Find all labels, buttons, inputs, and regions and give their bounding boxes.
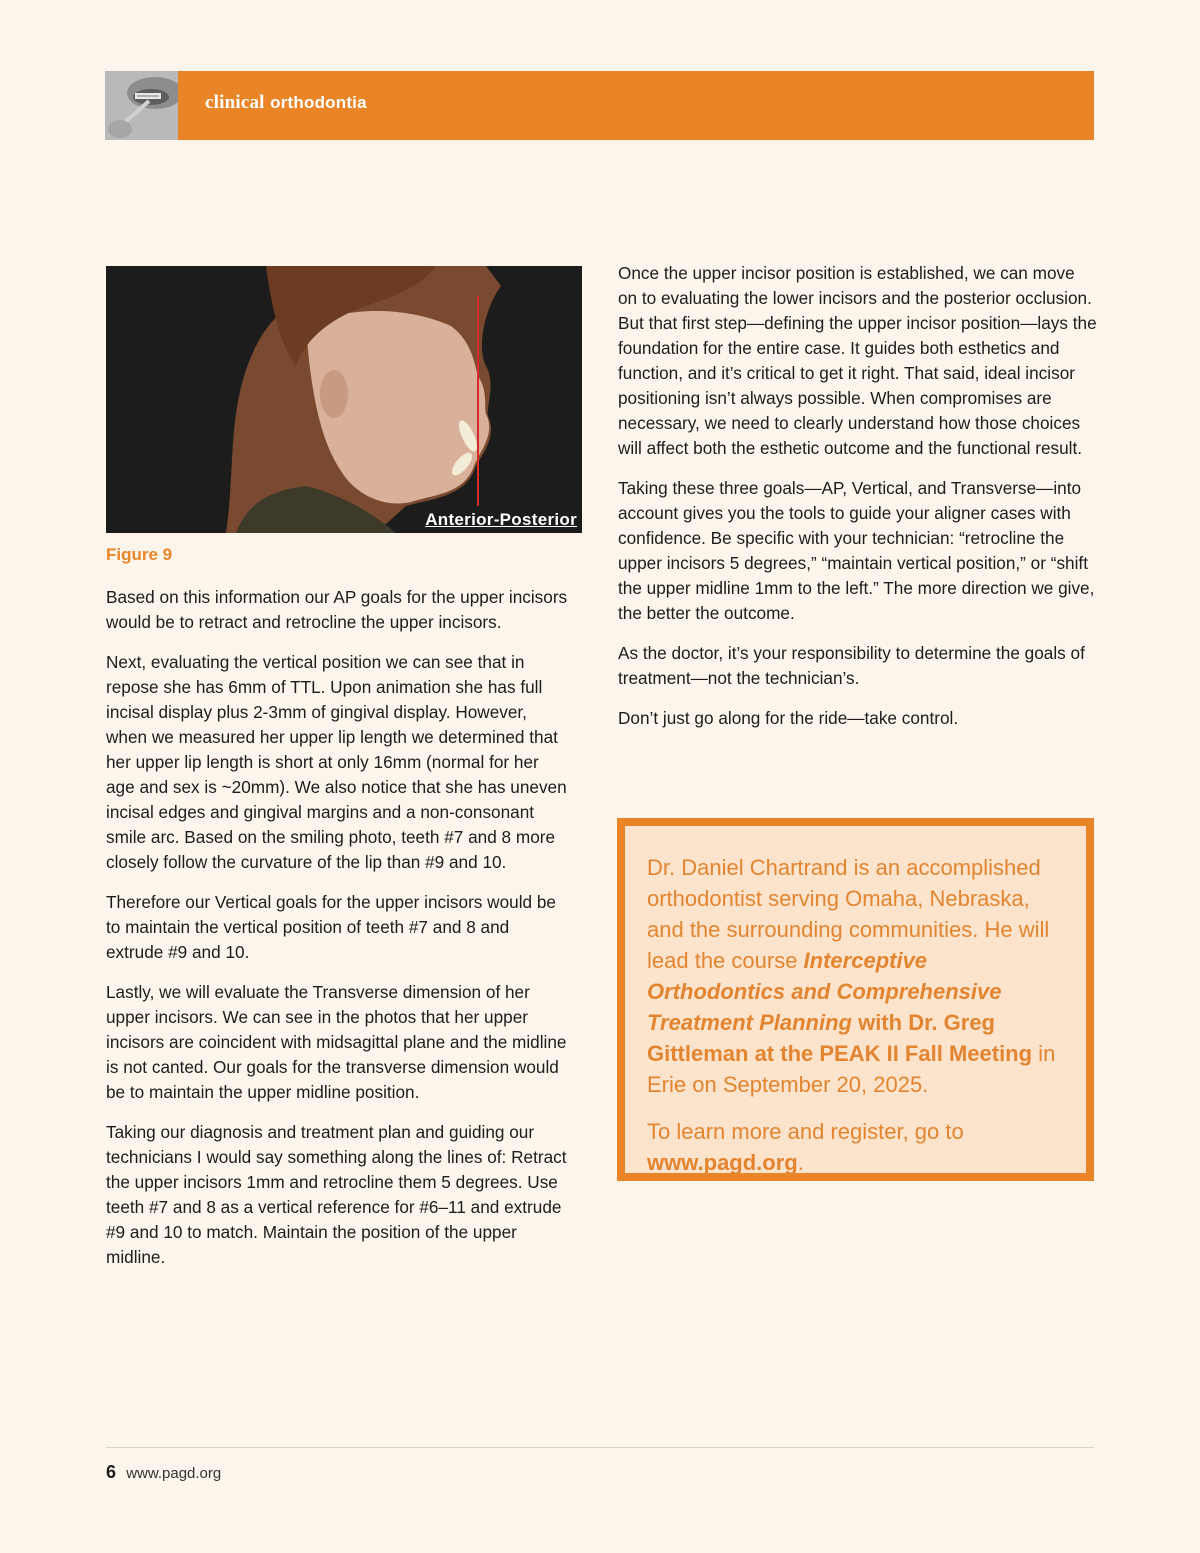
paragraph: Don’t just go along for the ride—take control. (618, 708, 959, 728)
paragraph: Taking our diagnosis and treatment plan and guiding our technicians I would say something along the lines of: Retract the upper incisors 1mm and retrocline them 5 degrees. Use teeth #7 and 8 as a vertical reference for #6–11 and extrude #9 and 10 to match. Maintain the position of the upper midline. (106, 1122, 567, 1267)
paragraph: Next, evaluating the vertical position we can see that in repose she has 6mm of TTL. Upon animation she has full incisal display plus 2-3mm of gingival display. However, when we measured her upper lip length we determined that her upper lip length is short at only 16mm (normal for her age and sex is ~20mm). We also notice that she has uneven incisal edges and gingival margins and a non-consonant smile arc. Based on the smiling photo, teeth #7 and 8 more closely follow the curvature of the lip than #9 and 10. (106, 652, 567, 872)
bio-with-text: with (851, 1010, 909, 1035)
section-title-word-orthodontia: orthodontia (270, 93, 367, 112)
author-bio-text (647, 852, 1066, 1100)
author-bio-box (617, 818, 1094, 1181)
header-orthodontia-photo (105, 71, 178, 140)
section-title (205, 92, 367, 114)
register-text (647, 1116, 1066, 1178)
bio-course-title: Interceptive Orthodontics and Comprehensive Treatment Planning (647, 948, 1002, 1035)
paragraph: As the doctor, it’s your responsibility to determine the goals of treatment—not the technician’s. (618, 643, 1085, 688)
paragraph: Once the upper incisor position is established, we can move on to evaluating the lower incisors and the posterior occlusion. But that first step—defining the upper incisor position—lays the foundation for the entire case. It guides both esthetics and function, and it’s critical to get it right. That said, ideal incisor positioning isn’t always possible. When compromises are necessary, we need to clearly understand how those choices will affect both the esthetic outcome and the functional result. (618, 263, 1097, 458)
paragraph: Based on this information our AP goals for the upper incisors would be to retract and retrocline the upper incisors. (106, 587, 568, 632)
paragraph: Lastly, we will evaluate the Transverse dimension of her upper incisors. We can see in the photos that her upper incisors are coincident with midsagittal plane and the midline is not canted. Our goals for the transverse dimension would be to maintain the upper midline position. (106, 982, 567, 1102)
bio-location-date: in Erie on September 20, 2025. (647, 1041, 1056, 1097)
page-footer (106, 1462, 221, 1483)
bio-intro: Dr. Daniel Chartrand is an accomplished orthodontist serving Omaha, Nebraska, and the surrounding communities. He will lead the course (647, 855, 1050, 973)
register-end: . (797, 1150, 804, 1175)
left-text-column (106, 585, 568, 1285)
bio-co-presenter-meeting: Dr. Greg Gittleman at the PEAK II Fall Meeting (647, 1010, 1033, 1066)
register-link[interactable]: www.pagd.org (647, 1150, 798, 1175)
figure-9-profile-photo (106, 266, 582, 533)
figure-overlay-label: Anterior-Posterior (425, 510, 577, 529)
figure-caption: Figure 9 (106, 545, 173, 564)
footer-divider (106, 1447, 1094, 1448)
author-bio-content (625, 826, 1086, 1173)
paragraph: Therefore our Vertical goals for the upper incisors would be to maintain the vertical position of teeth #7 and 8 and extrude #9 and 10. (106, 892, 556, 962)
page-number: 6 (106, 1462, 117, 1482)
right-text-column (618, 261, 1098, 746)
register-prompt: To learn more and register, go to (647, 1119, 964, 1144)
section-title-word-clinical: clinical (205, 92, 265, 113)
section-header-bar (105, 71, 1094, 140)
paragraph: Taking these three goals—AP, Vertical, and Transverse—into account gives you the tools to guide your aligner cases with confidence. Be specific with your technician: “retrocline the upper incisors 5 degrees,” “maintain vertical position,” or “shift the upper midline 1mm to the left.” The more direction we give, the better the outcome. (618, 478, 1095, 623)
footer-url[interactable]: www.pagd.org (126, 1465, 222, 1482)
